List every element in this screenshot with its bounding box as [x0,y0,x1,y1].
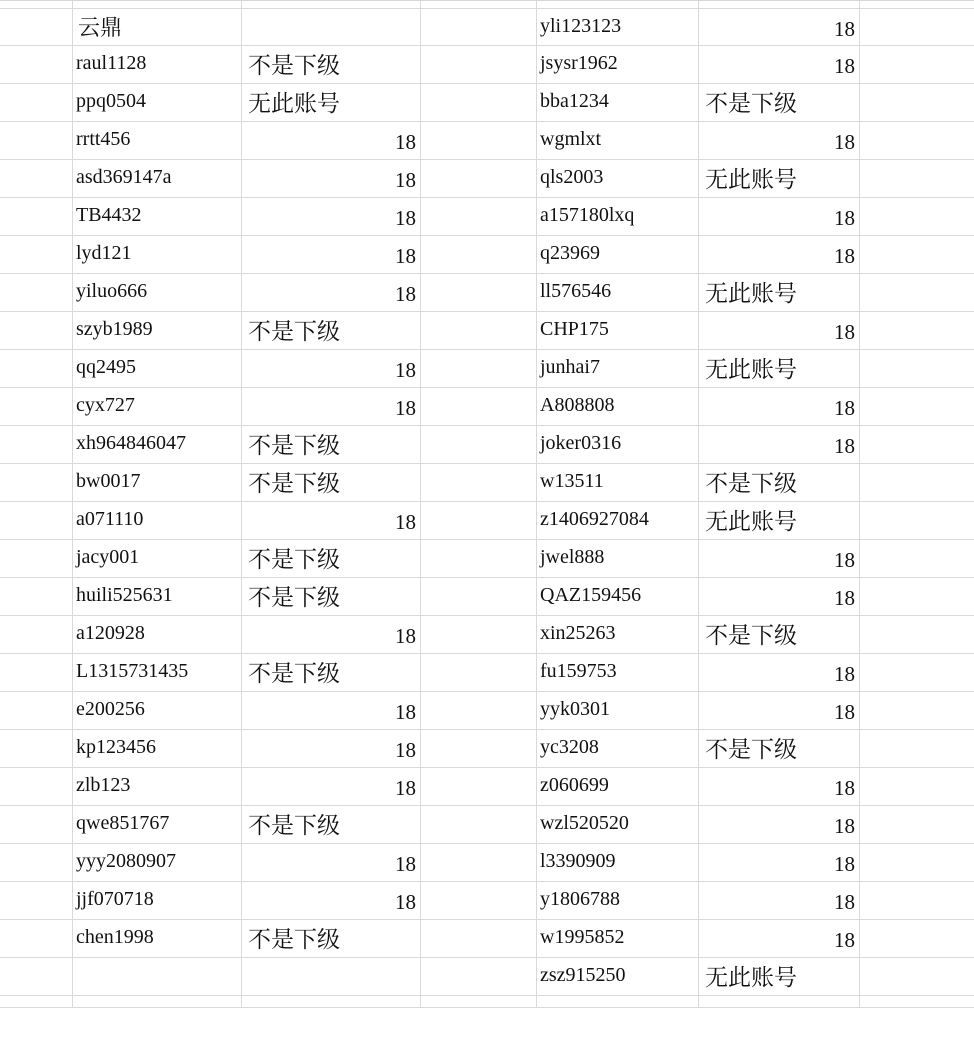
cell-empty[interactable] [0,616,73,654]
cell-username[interactable]: L1315731435 [73,654,242,692]
cell-status[interactable]: 18 [699,844,860,882]
cell-status[interactable]: 不是下级 [242,540,421,578]
cell-empty[interactable] [860,426,974,464]
cell-status[interactable]: 不是下级 [242,46,421,84]
cell-empty[interactable] [860,9,974,46]
cell-empty[interactable] [421,806,537,844]
cell-empty[interactable] [421,920,537,958]
cell-status[interactable]: 18 [699,426,860,464]
cell-empty[interactable] [421,996,537,1008]
cell-username[interactable]: chen1998 [73,920,242,958]
cell-empty[interactable] [242,1,421,9]
cell-username[interactable]: huili525631 [73,578,242,616]
cell-empty[interactable] [73,996,242,1008]
cell-username[interactable]: junhai7 [537,350,699,388]
cell-status[interactable]: 18 [242,768,421,806]
cell-empty[interactable] [0,312,73,350]
cell-username[interactable]: e200256 [73,692,242,730]
cell-username[interactable]: qq2495 [73,350,242,388]
cell-empty[interactable] [0,806,73,844]
cell-status[interactable]: 18 [242,730,421,768]
cell-empty[interactable] [242,9,421,46]
cell-empty[interactable] [860,730,974,768]
cell-empty[interactable] [421,1,537,9]
cell-status[interactable]: 无此账号 [699,502,860,540]
cell-username[interactable]: cyx727 [73,388,242,426]
cell-status[interactable]: 18 [699,122,860,160]
cell-empty[interactable] [242,996,421,1008]
cell-empty[interactable] [860,844,974,882]
cell-status[interactable]: 18 [242,616,421,654]
cell-status[interactable]: 18 [242,388,421,426]
cell-username[interactable]: yli123123 [537,9,699,46]
cell-status[interactable]: 18 [242,882,421,920]
cell-empty[interactable] [0,844,73,882]
cell-empty[interactable] [860,502,974,540]
cell-empty[interactable] [0,46,73,84]
cell-empty[interactable] [421,426,537,464]
cell-empty[interactable] [421,160,537,198]
cell-empty[interactable] [421,882,537,920]
cell-status[interactable]: 18 [699,578,860,616]
cell-username[interactable]: kp123456 [73,730,242,768]
cell-status[interactable]: 18 [699,9,860,46]
cell-status[interactable]: 18 [242,236,421,274]
cell-empty[interactable] [860,768,974,806]
cell-username[interactable]: yyy2080907 [73,844,242,882]
cell-empty[interactable] [860,958,974,996]
cell-empty[interactable] [0,236,73,274]
cell-empty[interactable] [421,122,537,160]
cell-empty[interactable] [0,426,73,464]
cell-empty[interactable] [0,350,73,388]
cell-status[interactable]: 18 [699,46,860,84]
cell-empty[interactable] [421,578,537,616]
cell-username[interactable]: l3390909 [537,844,699,882]
cell-empty[interactable] [421,84,537,122]
cell-empty[interactable] [421,730,537,768]
cell-empty[interactable] [860,996,974,1008]
cell-empty[interactable] [860,540,974,578]
cell-status[interactable]: 18 [699,920,860,958]
cell-username[interactable]: a157180lxq [537,198,699,236]
cell-empty[interactable] [0,768,73,806]
cell-empty[interactable] [860,350,974,388]
cell-empty[interactable] [860,578,974,616]
cell-empty[interactable] [421,274,537,312]
cell-username[interactable]: xin25263 [537,616,699,654]
cell-empty[interactable] [0,996,73,1008]
cell-empty[interactable] [0,920,73,958]
cell-username[interactable]: z060699 [537,768,699,806]
cell-empty[interactable] [0,578,73,616]
cell-username[interactable]: a120928 [73,616,242,654]
cell-username[interactable]: asd369147a [73,160,242,198]
cell-empty[interactable] [0,9,73,46]
cell-empty[interactable] [860,464,974,502]
cell-username[interactable]: ppq0504 [73,84,242,122]
cell-empty[interactable] [0,1,73,9]
cell-username[interactable]: w1995852 [537,920,699,958]
cell-empty[interactable] [421,198,537,236]
cell-empty[interactable] [0,84,73,122]
cell-empty[interactable] [860,274,974,312]
cell-status[interactable]: 18 [242,502,421,540]
cell-username[interactable]: y1806788 [537,882,699,920]
cell-empty[interactable] [0,882,73,920]
cell-empty[interactable] [0,730,73,768]
cell-status[interactable]: 不是下级 [242,426,421,464]
cell-empty[interactable] [421,312,537,350]
cell-empty[interactable] [0,502,73,540]
cell-username[interactable]: bw0017 [73,464,242,502]
cell-empty[interactable] [0,160,73,198]
cell-empty[interactable] [421,692,537,730]
cell-status[interactable]: 不是下级 [242,578,421,616]
cell-username[interactable]: yyk0301 [537,692,699,730]
cell-status[interactable]: 无此账号 [242,84,421,122]
cell-empty[interactable] [860,616,974,654]
cell-status[interactable]: 18 [699,692,860,730]
cell-status[interactable]: 18 [699,540,860,578]
cell-empty[interactable] [0,654,73,692]
cell-empty[interactable] [0,540,73,578]
cell-status[interactable]: 18 [242,122,421,160]
cell-empty[interactable] [242,958,421,996]
cell-status[interactable]: 无此账号 [699,274,860,312]
cell-username[interactable]: fu159753 [537,654,699,692]
cell-empty[interactable] [860,882,974,920]
cell-empty[interactable] [860,122,974,160]
cell-username[interactable]: QAZ159456 [537,578,699,616]
cell-status[interactable]: 不是下级 [699,730,860,768]
cell-empty[interactable] [860,388,974,426]
cell-status[interactable]: 不是下级 [242,920,421,958]
cell-status[interactable]: 无此账号 [699,350,860,388]
cell-status[interactable]: 不是下级 [699,84,860,122]
cell-username[interactable]: zsz915250 [537,958,699,996]
cell-username[interactable]: wzl520520 [537,806,699,844]
cell-empty[interactable] [860,920,974,958]
cell-empty[interactable] [860,84,974,122]
cell-empty[interactable] [421,844,537,882]
cell-username[interactable]: A808808 [537,388,699,426]
cell-empty[interactable] [73,1,242,9]
cell-status[interactable]: 18 [242,198,421,236]
cell-empty[interactable] [421,236,537,274]
cell-username[interactable]: yiluo666 [73,274,242,312]
cell-username[interactable]: w13511 [537,464,699,502]
cell-empty[interactable] [0,122,73,160]
cell-username[interactable]: TB4432 [73,198,242,236]
cell-empty[interactable] [421,958,537,996]
cell-username[interactable]: jwel888 [537,540,699,578]
cell-username[interactable]: q23969 [537,236,699,274]
cell-status[interactable]: 18 [242,350,421,388]
cell-status[interactable]: 18 [699,312,860,350]
cell-status[interactable]: 不是下级 [242,654,421,692]
cell-empty[interactable] [699,1,860,9]
cell-status[interactable]: 18 [242,160,421,198]
cell-empty[interactable] [0,464,73,502]
cell-empty[interactable] [699,996,860,1008]
cell-username[interactable]: jjf070718 [73,882,242,920]
cell-empty[interactable] [421,502,537,540]
cell-empty[interactable] [860,1,974,9]
cell-empty[interactable] [73,958,242,996]
cell-empty[interactable] [537,996,699,1008]
cell-empty[interactable] [421,616,537,654]
cell-username[interactable]: xh964846047 [73,426,242,464]
cell-empty[interactable] [421,768,537,806]
cell-username[interactable]: qwe851767 [73,806,242,844]
cell-status[interactable]: 无此账号 [699,160,860,198]
cell-status[interactable]: 18 [699,198,860,236]
cell-status[interactable]: 18 [699,654,860,692]
cell-empty[interactable] [421,654,537,692]
cell-status[interactable]: 18 [242,844,421,882]
cell-status[interactable]: 18 [242,274,421,312]
cell-empty[interactable] [421,540,537,578]
cell-username[interactable]: z1406927084 [537,502,699,540]
cell-empty[interactable] [0,198,73,236]
cell-empty[interactable] [860,654,974,692]
cell-status[interactable]: 18 [699,806,860,844]
cell-username[interactable]: wgmlxt [537,122,699,160]
cell-username[interactable]: rrtt456 [73,122,242,160]
cell-username[interactable]: jacy001 [73,540,242,578]
cell-status[interactable]: 不是下级 [242,806,421,844]
cell-username[interactable]: a071110 [73,502,242,540]
cell-status[interactable]: 18 [699,882,860,920]
cell-empty[interactable] [860,46,974,84]
cell-empty[interactable] [0,692,73,730]
cell-empty[interactable] [0,388,73,426]
cell-status[interactable]: 不是下级 [699,464,860,502]
cell-title[interactable]: 云鼎 [73,9,242,46]
cell-empty[interactable] [421,9,537,46]
cell-empty[interactable] [860,236,974,274]
cell-username[interactable]: jsysr1962 [537,46,699,84]
cell-empty[interactable] [860,312,974,350]
cell-empty[interactable] [860,806,974,844]
cell-username[interactable]: joker0316 [537,426,699,464]
cell-empty[interactable] [0,274,73,312]
cell-empty[interactable] [421,46,537,84]
cell-empty[interactable] [421,464,537,502]
cell-empty[interactable] [860,692,974,730]
cell-username[interactable]: zlb123 [73,768,242,806]
cell-empty[interactable] [860,160,974,198]
cell-username[interactable]: qls2003 [537,160,699,198]
cell-empty[interactable] [421,388,537,426]
cell-empty[interactable] [421,350,537,388]
cell-username[interactable]: yc3208 [537,730,699,768]
cell-username[interactable]: CHP175 [537,312,699,350]
cell-status[interactable]: 不是下级 [242,464,421,502]
cell-username[interactable]: raul1128 [73,46,242,84]
cell-username[interactable]: szyb1989 [73,312,242,350]
cell-status[interactable]: 18 [242,692,421,730]
cell-empty[interactable] [0,958,73,996]
cell-empty[interactable] [537,1,699,9]
cell-username[interactable]: lyd121 [73,236,242,274]
cell-status[interactable]: 无此账号 [699,958,860,996]
cell-status[interactable]: 不是下级 [242,312,421,350]
cell-status[interactable]: 18 [699,236,860,274]
cell-username[interactable]: ll576546 [537,274,699,312]
cell-empty[interactable] [860,198,974,236]
cell-status[interactable]: 18 [699,768,860,806]
cell-username[interactable]: bba1234 [537,84,699,122]
cell-status[interactable]: 18 [699,388,860,426]
cell-status[interactable]: 不是下级 [699,616,860,654]
